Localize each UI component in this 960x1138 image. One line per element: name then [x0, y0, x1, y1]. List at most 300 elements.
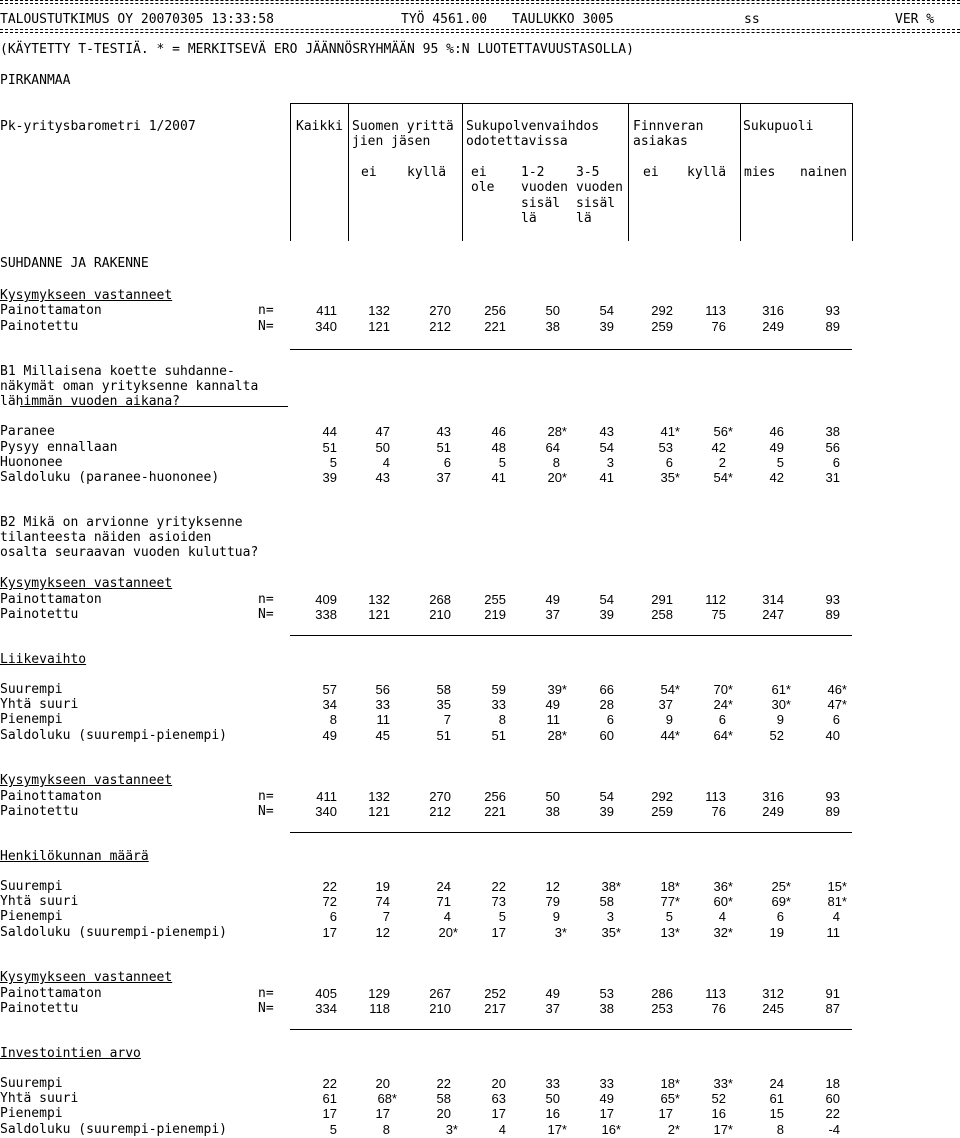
row-label: Pienempi: [0, 1106, 63, 1121]
table-cell: 43: [375, 470, 390, 485]
table-cell: 93: [825, 789, 840, 804]
table-cell: 35: [436, 697, 451, 712]
table-cell: -4: [828, 1122, 840, 1137]
sub-v35-1: 3-5: [576, 165, 600, 180]
header-company-time: TALOUSTUTKIMUS OY 20070305 13:33:58: [0, 12, 274, 27]
col-suomen-2: jien jäsen: [352, 134, 431, 149]
table-cell: 15*: [827, 879, 847, 894]
table-cell: 219: [484, 607, 506, 622]
table-cell: 6: [443, 455, 451, 470]
table-cell: 256: [484, 303, 506, 318]
table-cell: 6: [329, 909, 337, 924]
table-cell: 113: [705, 789, 726, 804]
table-cell: 286: [651, 986, 673, 1001]
sub-kylla-2: kyllä: [687, 165, 727, 180]
table-cell: 20*: [547, 470, 567, 485]
table-cell: 30*: [771, 697, 791, 712]
table-cell: 60*: [713, 894, 733, 909]
table-cell: 38: [599, 1001, 614, 1016]
table-cell: 33: [545, 1076, 560, 1091]
row-base-marker: n=: [258, 592, 274, 607]
row-label: Painotettu: [0, 319, 79, 334]
rule-3: [290, 832, 852, 833]
table-cell: 129: [368, 986, 390, 1001]
question-b1-line2: näkymät oman yrityksenne kannalta: [0, 379, 259, 394]
table-cell: 316: [762, 303, 784, 318]
table-cell: 340: [315, 319, 337, 334]
table-cell: 6: [606, 712, 614, 727]
sub-ei-1: ei: [361, 165, 377, 180]
table-cell: 46: [491, 424, 506, 439]
table-cell: 6: [718, 712, 726, 727]
respondents-label-2: Kysymykseen vastanneet: [0, 576, 173, 591]
table-cell: 50: [545, 1091, 560, 1106]
table-cell: 4: [832, 909, 840, 924]
table-cell: 6: [665, 455, 673, 470]
table-cell: 49: [545, 697, 560, 712]
respondents-label-1: Kysymykseen vastanneet: [0, 288, 173, 303]
table-cell: 17: [322, 1106, 337, 1121]
sub-v12-1: 1-2: [521, 165, 545, 180]
table-cell: 12: [545, 879, 560, 894]
table-cell: 252: [484, 986, 506, 1001]
sep-6: [852, 103, 853, 241]
table-cell: 245: [762, 1001, 784, 1016]
table-cell: 40: [825, 728, 840, 743]
table-cell: 49: [769, 440, 784, 455]
table-cell: 33*: [713, 1076, 733, 1091]
sub-v35-3: sisäl: [576, 196, 616, 211]
table-cell: 28*: [547, 728, 567, 743]
table-cell: 22: [825, 1106, 840, 1121]
table-cell: 89: [825, 319, 840, 334]
row-label: Paranee: [0, 424, 55, 439]
table-cell: 210: [429, 1001, 451, 1016]
table-cell: 51: [436, 728, 451, 743]
table-cell: 9: [776, 712, 784, 727]
table-cell: 61: [322, 1091, 337, 1106]
table-cell: 17: [491, 1106, 506, 1121]
table-cell: 37: [545, 607, 560, 622]
table-cell: 212: [429, 319, 451, 334]
sub-ei-2: ei: [643, 165, 659, 180]
table-cell: 3: [606, 455, 614, 470]
table-cell: 51: [491, 728, 506, 743]
table-cell: 113: [705, 986, 726, 1001]
table-cell: 89: [825, 804, 840, 819]
respondents-label-4: Kysymykseen vastanneet: [0, 970, 173, 985]
table-cell: 4: [382, 455, 390, 470]
table-cell: 5: [329, 455, 337, 470]
row-label: Pienempi: [0, 712, 63, 727]
table-cell: 121: [368, 607, 390, 622]
table-cell: 18: [825, 1076, 840, 1091]
sep-4: [628, 103, 629, 241]
table-cell: 17*: [713, 1122, 733, 1137]
table-cell: 312: [762, 986, 784, 1001]
table-cell: 316: [762, 789, 784, 804]
table-cell: 8: [498, 712, 506, 727]
table-cell: 19: [375, 879, 390, 894]
table-cell: 69*: [771, 894, 791, 909]
table-cell: 38: [825, 424, 840, 439]
row-label: Saldoluku (suurempi-pienempi): [0, 925, 227, 940]
sub-v35-4: lä: [576, 211, 592, 226]
table-cell: 8: [382, 1122, 390, 1137]
table-cell: 64*: [713, 728, 733, 743]
table-cell: 39: [322, 470, 337, 485]
table-cell: 47*: [827, 697, 847, 712]
table-cell: 409: [315, 592, 337, 607]
row-label: Saldoluku (suurempi-pienempi): [0, 728, 227, 743]
table-cell: 20: [375, 1076, 390, 1091]
header-job: TYÖ 4561.00: [401, 12, 488, 27]
sub-eiole-2: ole: [471, 180, 495, 195]
table-cell: 249: [762, 804, 784, 819]
table-cell: 247: [762, 607, 784, 622]
sub-nainen: nainen: [800, 165, 847, 180]
table-cell: 31: [825, 470, 840, 485]
table-cell: 6: [776, 909, 784, 924]
table-cell: 56: [825, 440, 840, 455]
table-cell: 334: [315, 1001, 337, 1016]
table-cell: 338: [315, 607, 337, 622]
table-cell: 54: [599, 592, 614, 607]
table-cell: 65*: [660, 1091, 680, 1106]
table-cell: 16: [711, 1106, 726, 1121]
section-suhdanne: SUHDANNE JA RAKENNE: [0, 256, 149, 271]
table-cell: 60: [599, 728, 614, 743]
header-note: (KÄYTETTY T-TESTIÄ. * = MERKITSEVÄ ERO JÄÄNNÖSRYHMÄÄN 95 %:N LUOTETTAVUUSTASOLLA): [0, 42, 634, 57]
table-cell: 74: [375, 894, 390, 909]
row-label: Yhtä suuri: [0, 1091, 79, 1106]
table-cell: 18*: [660, 879, 680, 894]
row-label: Suurempi: [0, 1076, 63, 1091]
table-cell: 17: [322, 925, 337, 940]
table-cell: 258: [651, 607, 673, 622]
row-base-marker: N=: [258, 804, 274, 819]
table-cell: 33: [375, 697, 390, 712]
table-cell: 50: [375, 440, 390, 455]
table-cell: 46: [769, 424, 784, 439]
table-cell: 113: [705, 303, 726, 318]
table-cell: 19: [769, 925, 784, 940]
row-label: Pysyy ennallaan: [0, 440, 118, 455]
table-cell: 15: [769, 1106, 784, 1121]
table-cell: 51: [436, 440, 451, 455]
row-label: Painottamaton: [0, 303, 102, 318]
table-cell: 35*: [601, 925, 621, 940]
table-cell: 81*: [827, 894, 847, 909]
table-cell: 46*: [827, 682, 847, 697]
table-cell: 73: [491, 894, 506, 909]
rule-1: [290, 349, 852, 350]
table-cell: 13*: [660, 925, 680, 940]
table-cell: 314: [762, 592, 784, 607]
table-cell: 91: [825, 986, 840, 1001]
table-cell: 47: [375, 424, 390, 439]
sub-eiole-1: ei: [471, 165, 487, 180]
sub-v12-2: vuoden: [521, 180, 568, 195]
row-label: Saldoluku (paranee-huononee): [0, 470, 220, 485]
sub-kylla-1: kyllä: [407, 165, 447, 180]
table-cell: 270: [429, 789, 451, 804]
sep-3: [462, 103, 463, 241]
table-cell: 132: [368, 592, 390, 607]
table-cell: 71: [436, 894, 451, 909]
table-cell: 93: [825, 303, 840, 318]
table-cell: 11: [826, 925, 840, 940]
row-label: Painottamaton: [0, 986, 102, 1001]
table-cell: 50: [545, 303, 560, 318]
table-cell: 112: [705, 592, 726, 607]
col-kaikki: Kaikki: [296, 119, 343, 134]
table-cell: 20: [436, 1106, 451, 1121]
section-liikevaihto: Liikevaihto: [0, 652, 87, 667]
table-cell: 24: [436, 879, 451, 894]
table-cell: 72: [322, 894, 337, 909]
table-cell: 54*: [660, 682, 680, 697]
table-cell: 4: [443, 909, 451, 924]
header-top-line: [290, 103, 852, 104]
table-cell: 39*: [547, 682, 567, 697]
table-cell: 57: [322, 682, 337, 697]
table-cell: 37: [658, 697, 673, 712]
table-cell: 12: [375, 925, 390, 940]
rule-4: [290, 1029, 852, 1030]
section-investoinnit: Investointien arvo: [0, 1046, 141, 1061]
table-cell: 6: [832, 455, 840, 470]
table-cell: 212: [429, 804, 451, 819]
table-cell: 35*: [660, 470, 680, 485]
table-cell: 8: [329, 712, 337, 727]
table-cell: 37: [436, 470, 451, 485]
table-cell: 51: [322, 440, 337, 455]
table-cell: 39: [599, 319, 614, 334]
survey-title: Pk-yritysbarometri 1/2007: [0, 119, 196, 134]
table-cell: 210: [429, 607, 451, 622]
table-cell: 17: [491, 925, 506, 940]
table-cell: 9: [552, 909, 560, 924]
table-cell: 49: [599, 1091, 614, 1106]
col-suku-1: Sukupolvenvaihdos: [466, 119, 600, 134]
col-suomen-1: Suomen yrittä: [352, 119, 454, 134]
table-cell: 217: [484, 1001, 506, 1016]
table-cell: 38: [545, 319, 560, 334]
table-cell: 50: [545, 789, 560, 804]
question-b2-line1: B2 Mikä on arvionne yrityksenne: [0, 515, 243, 530]
table-cell: 49: [322, 728, 337, 743]
table-cell: 9: [665, 712, 673, 727]
table-cell: 38: [545, 804, 560, 819]
table-cell: 411: [316, 789, 337, 804]
table-cell: 36*: [713, 879, 733, 894]
row-base-marker: N=: [258, 1001, 274, 1016]
table-cell: 249: [762, 319, 784, 334]
table-cell: 411: [316, 303, 337, 318]
table-cell: 61*: [771, 682, 791, 697]
table-cell: 58: [599, 894, 614, 909]
col-sukupuoli: Sukupuoli: [743, 119, 814, 134]
table-cell: 4: [718, 909, 726, 924]
table-cell: 43: [436, 424, 451, 439]
table-cell: 5: [665, 909, 673, 924]
col-finn-2: asiakas: [633, 134, 688, 149]
table-cell: 34: [322, 697, 337, 712]
table-cell: 64: [545, 440, 560, 455]
table-cell: 76: [711, 319, 726, 334]
table-cell: 132: [368, 303, 390, 318]
table-cell: 270: [429, 303, 451, 318]
table-cell: 45: [375, 728, 390, 743]
table-cell: 42: [769, 470, 784, 485]
row-base-marker: n=: [258, 789, 274, 804]
header-table: TAULUKKO 3005: [512, 12, 614, 27]
question-b2-line2: tilanteesta näiden asioiden: [0, 530, 212, 545]
row-label: Painotettu: [0, 804, 79, 819]
table-cell: 24*: [713, 697, 733, 712]
table-cell: 256: [484, 789, 506, 804]
table-cell: 4: [498, 1122, 506, 1137]
table-cell: 39: [599, 804, 614, 819]
region-title: PIRKANMAA: [0, 73, 71, 88]
table-cell: 28*: [547, 424, 567, 439]
row-label: Yhtä suuri: [0, 697, 79, 712]
table-cell: 33: [599, 1076, 614, 1091]
table-cell: 3*: [554, 925, 567, 940]
table-cell: 5: [776, 455, 784, 470]
row-label: Saldoluku (suurempi-pienempi): [0, 1122, 227, 1137]
table-cell: 43: [599, 424, 614, 439]
table-cell: 54: [599, 789, 614, 804]
table-cell: 221: [484, 319, 506, 334]
table-cell: 41: [491, 470, 506, 485]
table-cell: 54: [599, 440, 614, 455]
table-cell: 41: [599, 470, 614, 485]
table-cell: 292: [651, 789, 673, 804]
row-label: Painottamaton: [0, 789, 102, 804]
sub-v12-4: lä: [521, 211, 537, 226]
header-ss: ss: [744, 12, 760, 27]
row-label: Suurempi: [0, 682, 63, 697]
table-cell: 5: [498, 909, 506, 924]
table-cell: 118: [369, 1001, 390, 1016]
table-cell: 28: [599, 697, 614, 712]
row-label: Suurempi: [0, 879, 63, 894]
table-cell: 2: [718, 455, 726, 470]
table-cell: 87: [825, 1001, 840, 1016]
table-cell: 76: [711, 1001, 726, 1016]
table-cell: 259: [651, 319, 673, 334]
table-cell: 11: [376, 712, 390, 727]
header-rule: [0, 29, 960, 33]
table-cell: 2*: [667, 1122, 680, 1137]
table-cell: 405: [315, 986, 337, 1001]
table-cell: 38*: [601, 879, 621, 894]
table-cell: 7: [382, 909, 390, 924]
sub-v12-3: sisäl: [521, 196, 561, 211]
table-cell: 93: [825, 592, 840, 607]
table-cell: 267: [429, 986, 451, 1001]
sub-v35-2: vuoden: [576, 180, 623, 195]
table-cell: 8: [552, 455, 560, 470]
table-cell: 253: [651, 1001, 673, 1016]
col-suku-2: odotettavissa: [466, 134, 568, 149]
table-cell: 292: [651, 303, 673, 318]
table-cell: 25*: [771, 879, 791, 894]
row-label: Painottamaton: [0, 592, 102, 607]
table-cell: 52: [711, 1091, 726, 1106]
table-cell: 8: [776, 1122, 784, 1137]
table-cell: 121: [368, 804, 390, 819]
table-cell: 340: [315, 804, 337, 819]
table-cell: 11: [546, 712, 560, 727]
table-cell: 68*: [377, 1091, 397, 1106]
table-cell: 259: [651, 804, 673, 819]
table-cell: 58: [436, 1091, 451, 1106]
table-cell: 60: [825, 1091, 840, 1106]
table-cell: 75: [711, 607, 726, 622]
table-cell: 20: [491, 1076, 506, 1091]
sub-mies: mies: [744, 165, 776, 180]
table-cell: 22: [491, 879, 506, 894]
col-finn-1: Finnveran: [633, 119, 704, 134]
table-cell: 79: [545, 894, 560, 909]
table-cell: 221: [484, 804, 506, 819]
table-cell: 44: [322, 424, 337, 439]
table-cell: 53: [658, 440, 673, 455]
table-cell: 70*: [713, 682, 733, 697]
table-cell: 63: [491, 1091, 506, 1106]
table-cell: 121: [368, 319, 390, 334]
table-cell: 49: [545, 986, 560, 1001]
rule-2: [290, 635, 852, 636]
row-base-marker: N=: [258, 319, 274, 334]
table-cell: 42: [711, 440, 726, 455]
section-henkilokunta: Henkilökunnan määrä: [0, 849, 149, 864]
table-cell: 59: [491, 682, 506, 697]
question-b1-line3: lähimmän vuoden aikana?: [0, 394, 181, 409]
table-cell: 66: [599, 682, 614, 697]
table-cell: 76: [711, 804, 726, 819]
table-cell: 37: [545, 1001, 560, 1016]
table-cell: 22: [436, 1076, 451, 1091]
question-b1-line1: B1 Millaisena koette suhdanne-: [0, 364, 235, 379]
row-label: Yhtä suuri: [0, 894, 79, 909]
table-cell: 52: [769, 728, 784, 743]
sep-1: [290, 103, 291, 241]
table-cell: 17: [658, 1106, 673, 1121]
table-cell: 7: [443, 712, 451, 727]
table-cell: 48: [491, 440, 506, 455]
table-cell: 89: [825, 607, 840, 622]
table-cell: 56: [375, 682, 390, 697]
table-cell: 53: [599, 986, 614, 1001]
table-cell: 16*: [601, 1122, 621, 1137]
table-cell: 41*: [660, 424, 680, 439]
table-cell: 268: [429, 592, 451, 607]
table-cell: 17: [599, 1106, 614, 1121]
table-cell: 33: [491, 697, 506, 712]
table-cell: 49: [545, 592, 560, 607]
table-cell: 132: [368, 789, 390, 804]
table-cell: 32*: [713, 925, 733, 940]
table-cell: 3: [606, 909, 614, 924]
table-cell: 16: [545, 1106, 560, 1121]
question-b2-line3: osalta seuraavan vuoden kuluttua?: [0, 545, 259, 560]
header-ver: VER %: [895, 12, 935, 27]
table-cell: 77*: [660, 894, 680, 909]
